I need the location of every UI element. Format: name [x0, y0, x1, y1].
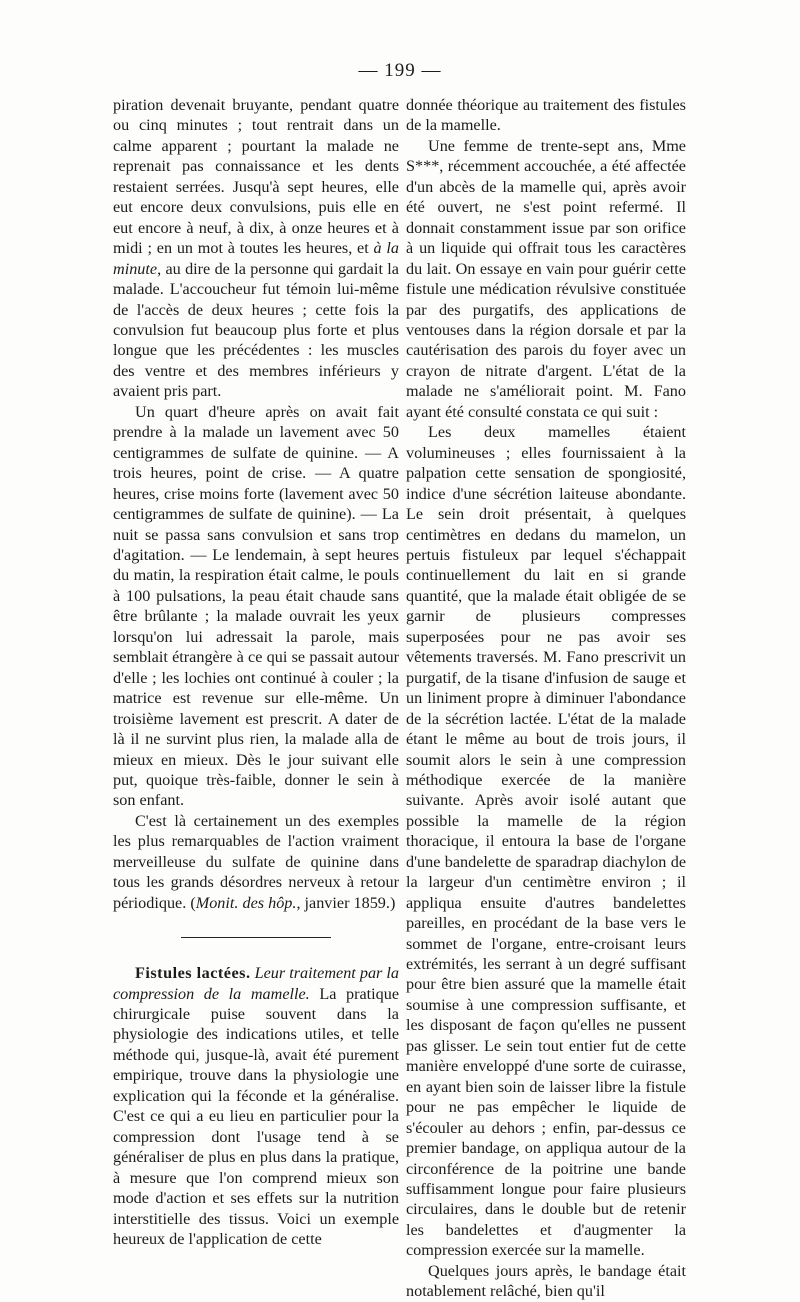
- italic-phrase: à la minute: [113, 239, 400, 278]
- paragraph: Les deux mamelles étaient volumineuses ; elles fournissaient à la palpation cette sensation de spongiosité, indice d'une sécrétion laiteuse abondante. Le sein droit présentait, à quelques centimètres en dedans du mamelon, un pertuis fistuleux par lequel s'échappait continuellement du lait en si grande quantité, que la malade était obligée de se garnir de plusieurs compresses superposées pour ne pas avoir ses vêtements traversés. M. Fano prescrivit un purgatif, de la tisane d'infusion de sauge et un liniment propre à diminuer l'abondance de la sécrétion lactée. L'état de la malade étant le même au bout de trois jours, il soumit alors le sein à une compression méthodique exercée de la manière suivante. Après avoir isolé autant que possible la mamelle de la région thoracique, il entoura la base de l'organe d'une bandelette de sparadrap diachylon de la largeur d'un centimètre environ ; il appliqua ensuite d'autres bandelettes pareilles, en procédant de la base vers le sommet de l'organe, entre-croisant leurs extrémités, les serrant à un degré suffisant pour être bien assuré que la mamelle était soumise à une compression suffisante, et les disposant de façon qu'elles ne pussent pas glisser. Le sein tout entier fut de cette manière enveloppé d'une sorte de cuirasse, en ayant bien soin de laisser libre la fistule pour ne pas empêcher le liquide de s'écouler au dehors ; enfin, par-dessus ce premier bandage, on appliqua autour de la circonférence de la poitrine une bande suffisamment longue pour faire plusieurs circulaires, dans le double but de retenir les bandelettes et d'augmenter la compression exercée sur la mamelle.: [406, 423, 686, 1260]
- paragraph: [113, 963, 399, 1249]
- paragraph: Un quart d'heure après on avait fait prendre à la malade un lavement avec 50 centigrammes de sulfate de quinine. — A trois heures, point de crise. — A quatre heures, crise moins forte (lavement avec 50 centigrammes de sulfate de quinine). — La nuit se passa sans convulsion et sans trop d'agitation. — Le lendemain, à sept heures du matin, la respiration était calme, le pouls à 100 pulsations, la peau était chaude sans être brûlante ; la malade ouvrait les yeux lorsqu'on lui adressait la parole, mais semblait étrangère à ce qui se passait autour d'elle ; les lochies ont continué à couler ; la matrice est revenue sur elle-même. Un troisième lavement est prescrit. A dater de là il ne survint plus rien, la malade alla de mieux en mieux. Dès le jour suivant elle put, quoique très-faible, donner le sein à son enfant.: [113, 402, 399, 810]
- paragraph-text: La pratique chirurgicale puise souvent dans la physiologie des indications utiles, et telle méthode qui, jusque-là, avait été purement empirique, trouve dans la physiologie une explication qui la féconde et la généralise. C'est ce qui a eu lieu en particulier pour la compression dont l'usage tend à se généraliser de plus en plus dans la pratique, à mesure que l'on comprend mieux son mode d'action et ses effets sur la nutrition interstitielle des tissus. Voici un exemple heureux de l'application de cette: [113, 984, 400, 1249]
- paragraph-text: , janvier 1859.): [296, 893, 396, 912]
- paragraph: Une femme de trente-sept ans, Mme S***, récemment accouchée, a été affectée d'un abcès de la mamelle qui, après avoir été ouvert, ne s'est point refermé. Il donnait constamment issue par son orifice à un liquide qui offrait tous les caractères du lait. On essaye en vain pour guérir cette fistule une médication révulsive constituée par des purgatifs, des applications de ventouses dans la région dorsale et par la cautérisation des parois du foyer avec un crayon de nitrate d'argent. L'état de la malade ne s'améliorait point. M. Fano ayant été consulté constata ce qui suit :: [406, 136, 686, 421]
- paragraph: donnée théorique au traitement des fistules de la mamelle.: [406, 96, 686, 135]
- section-subtitle: Leur traitement par la compression de la mamelle.: [113, 964, 399, 1003]
- section-divider: [181, 937, 331, 938]
- paragraph-text: piration devenait bruyante, pendant quatre ou cinq minutes ; tout rentrait dans un calme apparent ; pourtant la malade ne reprenait pas connaissance et les dents restaient serrées. Jusqu'à sept heures, elle eut encore deux convulsions, puis elle en eut encore à neuf, à dix, à onze heures et à midi ; en un mot à toutes les heures, et: [113, 96, 399, 258]
- paragraph-text: C'est là certainement un des exemples les plus remarquables de l'action vraiment merveilleuse du sulfate de quinine dans tous les grands désordres nerveux à retour périodique. (: [113, 811, 399, 912]
- citation: Monit. des hôp.: [195, 893, 297, 912]
- paragraph: [113, 95, 399, 402]
- paragraph: [113, 811, 399, 913]
- page-number: — 199 —: [358, 60, 442, 81]
- paragraph: Quelques jours après, le bandage était notablement relâché, bien qu'il: [406, 1261, 686, 1301]
- section-title: Fistules lactées.: [135, 964, 251, 983]
- left-column: [113, 95, 399, 1249]
- right-column: [406, 95, 686, 1302]
- paragraph-text: , au dire de la personne qui gardait la malade. L'accoucheur fut témoin lui-même de l'accès de deux heures ; cette fois la convulsion fut beaucoup plus forte et plus longue que les précédentes : les muscles des ventre et des membres inférieurs y avaient pris part.: [113, 259, 399, 401]
